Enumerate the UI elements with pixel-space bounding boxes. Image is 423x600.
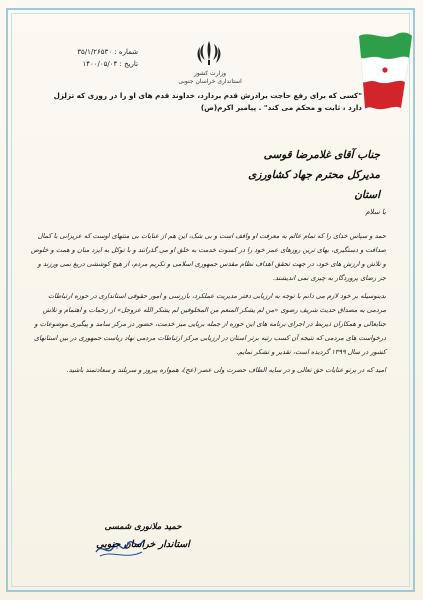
org-line-2: استانداری خراسان جنوبی	[178, 78, 242, 85]
org-line-1: وزارت کشور	[193, 70, 227, 77]
signature-block	[88, 520, 198, 556]
date-label: تاریخ :	[119, 60, 138, 68]
number-row	[28, 46, 138, 58]
national-emblem-icon	[195, 38, 223, 68]
recipient-name: جناب آقای غلامرضا قوسی	[263, 149, 380, 161]
greeting: با سلام	[365, 208, 386, 216]
paragraph-3: امید که در پرتو عنایات حق تعالی و در سایه الطاف حضرت ولی عصر (عج)، همواره پیروز و سربلند و سعادتمند باشید.	[66, 366, 386, 374]
date-value: ۱۴۰۰/۰۵/۰۴	[82, 60, 118, 68]
number-label: شماره :	[114, 48, 138, 56]
number-value: ۳۵/۱/۲۶۵۳۰	[77, 48, 113, 56]
iran-flag-icon	[357, 28, 413, 114]
organization-name	[170, 70, 250, 86]
signer-name: حمید ملانوری شمسی	[104, 522, 182, 532]
recipient-block	[220, 145, 380, 205]
letter-body	[30, 205, 386, 381]
letter-meta	[28, 46, 138, 70]
signer-title: استاندار خراسان جنوبی	[96, 539, 190, 550]
paragraph-2: بدینوسیله بر خود لازم می دانم با توجه به ارزیابی دفتر مدیریت عملکرد، بازرسی و امور حقوقی استانداری در حوزه ارتباطات مردمی به مصداق حدیث شریف رضوی «من لم یشکر المنعم من المخلوقین لم یشکر الله عزوجل» از زحمات و اهتمام و تلاش جنابعالی و همکاران ذیربط در اجرای برنامه های این حوزه از جمله برپایی میز خدمت، حضور در مرکز سامد و پیگیری موضوعات و درخواست های مردمی که نتیجه آن کسب رتبه برتر استان در ارزیابی مرکز ارتباطات مردمی نهاد ریاست جمهوری در بین استانهای کشور در سال ۱۳۹۹ گردیده است، تقدیر و تشکر نمایم.	[33, 292, 386, 356]
date-row	[28, 58, 138, 70]
recipient-title: مدیرکل محترم جهاد کشاورزی استان	[248, 169, 380, 201]
paragraph-1: حمد و سپاس خدای را که تمام عالم به معرفت او واقف است و بی شک، این هم از عنایات بی منتهای اوست که عزیزانی با کمال صداقت و دستگیری، بهای ترین روزهای عمر خود را در کسوت خدمت به خلق او می گذرانند و با توکل به ایزد منان و همت و خلوص و تلاش و ارزش های خود، در جهت تحقق اهداف نظام مقدس جمهوری اسلامی و تکریم مردم، از هیچ کوششی دریغ نمی ورزند و جز رضای پروردگار به چیزی نمی اندیشند.	[30, 232, 386, 282]
hadith-quote: "کسی که برای رفع حاجت برادرش قدم بردارد، خداوند قدم های او را در روزی که تزلزل دارد ، ثابت و محکم می کند" . پیامبر اکرم(ص)	[53, 91, 362, 112]
